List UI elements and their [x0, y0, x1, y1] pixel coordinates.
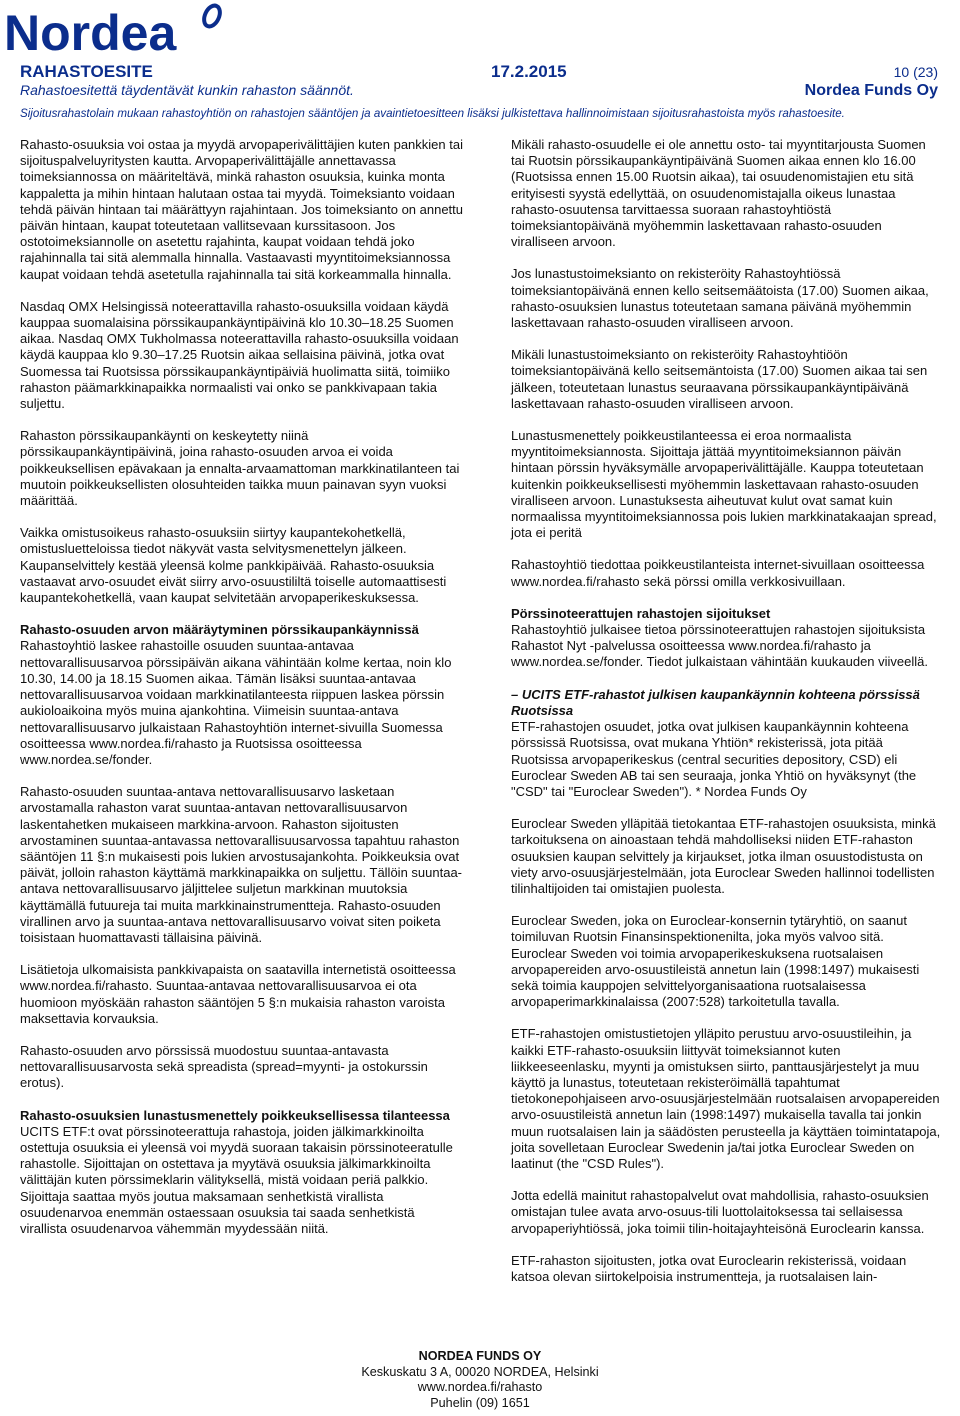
paragraph: Rahasto-osuuden suuntaa-antava nettovarallisuusarvo lasketaan arvostamalla rahaston varat suuntaa-antavan nettovarallisuusarvon laskentahetken mukaiseen markkina-arvoon. Rahaston sijoitusten arvostaminen suuntaa-antavassa nettovarallisuusarvossa tapahtuu rahaston sääntöjen 11 §:n mukaisesti pois lukien arvostusajankohta. Poikkeuksia ovat päivät, jolloin rahaston käyttämä markkinapaikka on suljettu. Tällöin suuntaa-antava nettovarallisuusarvo jäljittelee suljetun markkinan muutoksia käyttämällä futuureja tai muita markkinainstrumentteja. Rahasto-osuuden virallinen arvo ja suuntaa-antava nettovarallisuusarvo voivat siten poiketa toisistaan huomattavasti tällaisina päivinä. [20, 784, 462, 945]
paragraph: Rahastoyhtiö tiedottaa poikkeustilanteista internet-sivuillaan osoitteessa www.nordea.fi/rahasto sekä pörssi omilla verkkosivuillaan. [511, 557, 925, 589]
section-heading: – UCITS ETF-rahastot julkisen kaupankäynnin kohteena pörssissä Ruotsissa [511, 686, 920, 718]
left-column [20, 137, 464, 1253]
nordea-logo-text: Nordea [4, 5, 177, 54]
document-subtitle: Rahastoesitettä täydentävät kunkin rahaston säännöt. [20, 82, 354, 98]
paragraph: Rahastoyhtiö julkaisee tietoa pörssinoteerattujen rahastojen sijoituksista Rahastot Nyt -palvelussa osoitteessa www.nordea.fi/rahasto ja www.nordea.se/fonder. Tiedot julkaistaan vähintään kuukauden viiveellä. [511, 622, 928, 670]
paragraph: ETF-rahastojen omistustietojen ylläpito perustuu arvo-osuustileihin, ja kaikki ETF-rahasto-osuuksiin liittyvät toimeksiannot kuten liikkeeseenlasku, myynti ja omistuksen siirto, panttausjärjestelyt ja muu käyttö ja lunastus, toteutetaan rekisteröimällä tapahtumat tietokonepohjaiseen arvo-osuusjärjestelmään ruotsalaisen arvopapereiden arvo-osuustileistä annetun lain (1998:1497) mukaisella tavalla tai jonkin muun ruotsalaisen lain ja säädösten perusteella ja käyttäen toimintatapoja, joita sovelletaan Euroclear Swedenin ja/tai jotka Euroclear Sweden on laatinut (the "CSD Rules"). [511, 1026, 941, 1171]
footer-phone: Puhelin (09) 1651 [430, 1395, 530, 1410]
nordea-logo-mark [201, 3, 223, 29]
paragraph: ETF-rahaston sijoitusten, jotka ovat Euroclearin rekisterissä, voidaan katsoa olevan siirtokelpoisia instrumentteja, ja ruotsalaisen lain- [511, 1252, 907, 1284]
paragraph: Lisätietoja ulkomaisista pankkivapaista on saatavilla internetistä osoitteessa www.nordea.fi/rahasto. Suuntaa-antavaa nettovarallisuusarvoa ei ota huomioon myöskään rahaston sääntöjen 5 §:n mukaisia rahaston varoista maksettavia korvauksia. [20, 962, 456, 1026]
section-heading: Rahasto-osuuden arvon määräytyminen pörssikaupankäynnissä [20, 622, 419, 638]
document-date: 17.2.2015 [491, 62, 567, 81]
paragraph: Rahaston pörssikaupankäynti on keskeytetty niinä pörssikaupankäyntipäivinä, joina rahasto-osuuden arvoa ei voida poikkeuksellisen epävakaan ja ennalta-arvaamattoman markkinatilanteen tai muutoin poikkeuksellisten olosuhteiden taikka muun painavan syyn vuoksi määrittää. [20, 428, 460, 509]
paragraph: Mikäli rahasto-osuudelle ei ole annettu osto- tai myyntitarjousta Suomen tai Ruotsin pörssikaupankäyntipäivänä Suomen aikaa ennen klo 16.00 (Ruotsissa ennen 15.00 Ruotsin aikaa), tai osuudenomistajien etu sitä erityisesti syystä edellyttää, on osuudenomistajalla oikeus lunastaa rahasto-osuutensa tarvittaessa suoraan rahastoyhtiöstä toimeksiantopäivänä myöhemmin laskettavaan rahasto-osuuden viralliseen arvoon. [511, 137, 926, 250]
paragraph: Rahastoyhtiö laskee rahastoille osuuden suuntaa-antavaa nettovarallisuusarvoa pörssipäivän aikana vähintään kolme kertaa, noin klo 10.30, 14.00 ja 18.15 Suomen aikaa. Tämän lisäksi suuntaa-antavaa nettovarallisuusarvoa voidaan markkinatilanteesta riippuen laskea pörssin aukioloaikoina myös muina ajankohtina. Viimeisin suuntaa-antava nettovarallisuusarvo julkaistaan Rahastoyhtiön internet-sivuilla Suomessa osoitteessa www.nordea.fi/rahasto ja Ruotsissa osoitteessa www.nordea.se/fonder. [20, 638, 452, 767]
paragraph: Euroclear Sweden ylläpitää tietokantaa ETF-rahastojen osuuksista, minkä tarkoituksena on ainoastaan tehdä mahdolliseksi niiden ETF-rahaston osuuksien kaupan selvittely ja kirjaukset, jotka ilman osuustodistusta on viety arvo-osuusjärjestelmään, jota Euroclear Sweden hallinnoi todellisten tilinhaltijoiden tai omistajien puolesta. [511, 816, 936, 896]
paragraph: UCITS ETF:t ovat pörssinoteerattuja rahastoja, joiden jälkimarkkinoilta ostettuja osuuksia ei yleensä voi myydä suoraan takaisin pörssinoteeratulle rahastolle. Sijoittajan on ostettava ja myytävä osuuksia jälkimarkkinoilta välittäjän kuten pörssimeklarin välityksellä, mistä voidaan periä palkkio. Sijoittaja saattaa myös joutua maksamaan senhetkistä virallista osuudenarvoa enemmän ostaessaan osuuksia tai saada senhetkistä virallista osuudenarvoa vähemmän myydessään niitä. [20, 1123, 453, 1236]
section-heading: Rahasto-osuuksien lunastusmenettely poikkeuksellisessa tilanteessa [20, 1107, 450, 1123]
document-title: RAHASTOESITE [20, 62, 153, 81]
footer [280, 1349, 680, 1411]
paragraph: Jos lunastustoimeksianto on rekisteröity Rahastoyhtiössä toimeksiantopäivänä ennen kello seitsemäätoista (17.00) Suomen aikaa, rahasto-osuuksien lunastus toteutetaan samana päivänä myöhemmin laskettavaan rahasto-osuuden viralliseen arvoon. [511, 266, 929, 331]
paragraph: Rahasto-osuuksia voi ostaa ja myydä arvopaperivälittäjien kuten pankkien tai sijoituspalveluyritysten kautta. Arvopaperivälittäjälle annettavassa toimeksiannossa on määriteltävä, minkä rahaston osuuksia, kuinka monta kappaletta ja mihin hintaan halutaan ostaa tai myydä. Toimeksianto voidaan tehdä päivän hintaan tai määrättyyn rajahintaan. Jos toimeksianto on annettu päivän hintaan, kaupat toteutetaan vallitsevaan kurssitasoon. Jos ostotoimeksiannolle on asetettu rajahinta, kaupat voidaan tehdä joko rajahinnalla tai sitä alemmalla hinnalla. Vastaavasti myyntitoimeksiannossa kaupat voidaan tehdä asetetulla rajahinnalla tai sitä korkeammalla hinnalla. [20, 137, 464, 282]
paragraph: Vaikka omistusoikeus rahasto-osuuksiin siirtyy kaupantekohetkellä, omistusluetteloissa tiedot näkyvät vasta selvitysmenettelyn jälkeen. Kaupanselvittely kestää yleensä kolme pankkipäivää. Rahasto-osuuksia vastaavat arvo-osuudet eivät siirry arvo-osuustililtä toiselle automaattisesti kaupantekohetkellä, vaan kaupat selvitetään arvopaperikeskuksessa. [20, 525, 447, 606]
footer-address: Keskuskatu 3 A, 00020 NORDEA, Helsinki [361, 1364, 599, 1379]
paragraph: Jotta edellä mainitut rahastopalvelut ovat mahdollisia, rahasto-osuuksien omistajan tulee avata arvo-osuus-tili luottolaitoksessa tai sellaisessa arvopaperiyhtiössä, joka toimii tilin-hoitajayhteisönä Euroclearin kanssa. [511, 1188, 929, 1236]
paragraph: Nasdaq OMX Helsingissä noteerattavilla rahasto-osuuksilla voidaan käydä kauppaa suomalaisina pörssikaupankäyntipäivinä klo 10.30–18.25 Suomen aikaa. Nasdaq OMX Tukholmassa noteerattavilla rahasto-osuuksilla voidaan käydä kauppaa klo 9.30–17.25 Ruotsin aikaa sellaisina päivinä, jotka ovat Suomessa tai Ruotsissa pörssikaupankäyntipäiviä huolimatta siitä, toimiiko rahaston päämarkkinapaikka normaalisti vai onko se pankkivapaan takia suljettu. [20, 298, 459, 412]
nordea-logo [4, 2, 234, 54]
header-note: Sijoitusrahastolain mukaan rahastoyhtiön on rahastojen sääntöjen ja avaintietoesitteen lisäksi julkistettava hallinnoimistaan sijoitusrahastoista myös rahastoesite. [20, 107, 845, 120]
paragraph: Euroclear Sweden, joka on Euroclear-konsernin tytäryhtiö, on saanut toimiluvan Ruotsin Finansinspektionenilta, joka myös valvoo sitä. Euroclear Sweden voi toimia arvopaperikeskuksena ruotsalaisen arvopapereiden arvo-osuustileistä annetun lain (1998:1497) mukaisesti sekä toimia kauppojen selvittelyorganisaationa ruotsalaisessa arvopaperimarkkinalaissa (2007:528) tarkoitetulla tavalla. [511, 913, 920, 1010]
page-number: 10 (23) [893, 64, 938, 80]
footer-website: www.nordea.fi/rahasto [417, 1380, 543, 1395]
paragraph: ETF-rahastojen osuudet, jotka ovat julkisen kaupankäynnin kohteena pörssissä Ruotsissa, ovat mukana Yhtiön* rekisterissä, jota pitää Ruotsissa arvopaperikeskus (central securities depository, CSD) eli Euroclear Sweden AB tai sen seuraaja, jonka Yhtiö on hyväksynyt (the "CSD" tai "Euroclear Sweden"). * Nordea Funds Oy [511, 719, 917, 799]
footer-company-name: NORDEA FUNDS OY [418, 1349, 542, 1363]
paragraph: Lunastusmenettely poikkeustilanteessa ei eroa normaalista myyntitoimeksiannosta. Sijoittaja jättää myyntitoimeksiannon päivän hintaan pörssin hyväksymälle arvopaperivälittäjälle. Kauppa toteutetaan kuitenkin poikkeuksellisesti myöhemmin laskettavaan rahasto-osuuden viralliseen arvoon. Lunastuksesta aiheutuvat kulut ovat samat kuin normaalissa myyntitoimeksiannossa pois lukien markkinatakaajan spread, jota ei peritä [511, 428, 937, 541]
paragraph: Rahasto-osuuden arvo pörssissä muodostuu suuntaa-antavasta nettovarallisuusarvosta sekä spreadista (spread=myynti- ja ostokurssin erotus). [20, 1042, 428, 1091]
section-heading: Pörssinoteerattujen rahastojen sijoitukset [511, 605, 771, 621]
right-column [511, 137, 941, 1301]
fund-company-name: Nordea Funds Oy [804, 82, 938, 99]
paragraph: Mikäli lunastustoimeksianto on rekisteröity Rahastoyhtiöön toimeksiantopäivänä kello seitsemäntoista (17.00) Suomen aikaa tai sen jälkeen, toteutetaan lunastus seuraavana pörssikaupankäyntipäivänä laskettavaan rahasto-osuuden viralliseen arvoon. [511, 347, 928, 411]
